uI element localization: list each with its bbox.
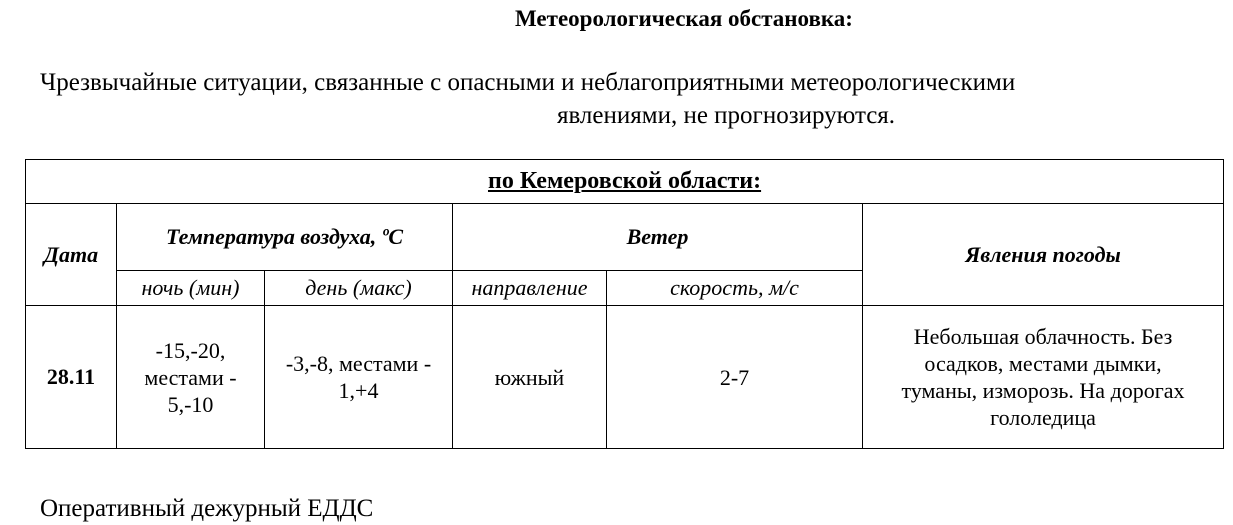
phenomena-line: осадков, местами дымки, [924, 351, 1162, 376]
night-temperature-cell [117, 306, 265, 449]
weather-phenomena-cell [863, 306, 1224, 449]
night-temperature-line: -15,-20, [155, 337, 226, 363]
table-row [26, 306, 1224, 449]
wind-header: Ветер [453, 204, 863, 271]
phenomena-line: гололедица [990, 405, 1096, 430]
forecast-statement-line-1: Чрезвычайные ситуации, связанные с опасными и неблагоприятными метеорологическими [40, 69, 1016, 96]
day-temperature-cell [265, 306, 453, 449]
day-max-subheader: день (макс) [265, 271, 453, 306]
phenomena-line: туманы, изморозь. На дорогах [901, 378, 1185, 403]
phenomena-line: Небольшая облачность. Без [913, 324, 1173, 349]
temperature-header: Температура воздуха, ºС [117, 204, 453, 271]
section-heading: Метеорологическая обстановка: [515, 6, 853, 31]
forecast-statement [40, 66, 1190, 132]
wind-speed-subheader: скорость, м/с [607, 271, 863, 306]
night-min-subheader: ночь (мин) [117, 271, 265, 306]
day-temperature-line: -3,-8, местами - [285, 351, 432, 376]
night-temperature-line: 5,-10 [167, 391, 214, 417]
region-title: по Кемеровской области: [26, 160, 1224, 204]
wind-speed-cell: 2-7 [607, 306, 863, 449]
date-cell: 28.11 [26, 306, 117, 449]
wind-direction-cell: южный [453, 306, 607, 449]
forecast-statement-line-2: явлениями, не прогнозируются. [556, 102, 896, 129]
day-temperature-line: 1,+4 [338, 378, 379, 403]
night-temperature-line: местами - [144, 364, 237, 390]
phenomena-header: Явления погоды [863, 204, 1224, 306]
date-header: Дата [26, 204, 117, 306]
weather-table [25, 159, 1224, 449]
wind-direction-subheader: направление [453, 271, 607, 306]
duty-officer-signature: Оперативный дежурный ЕДДС [40, 495, 374, 522]
